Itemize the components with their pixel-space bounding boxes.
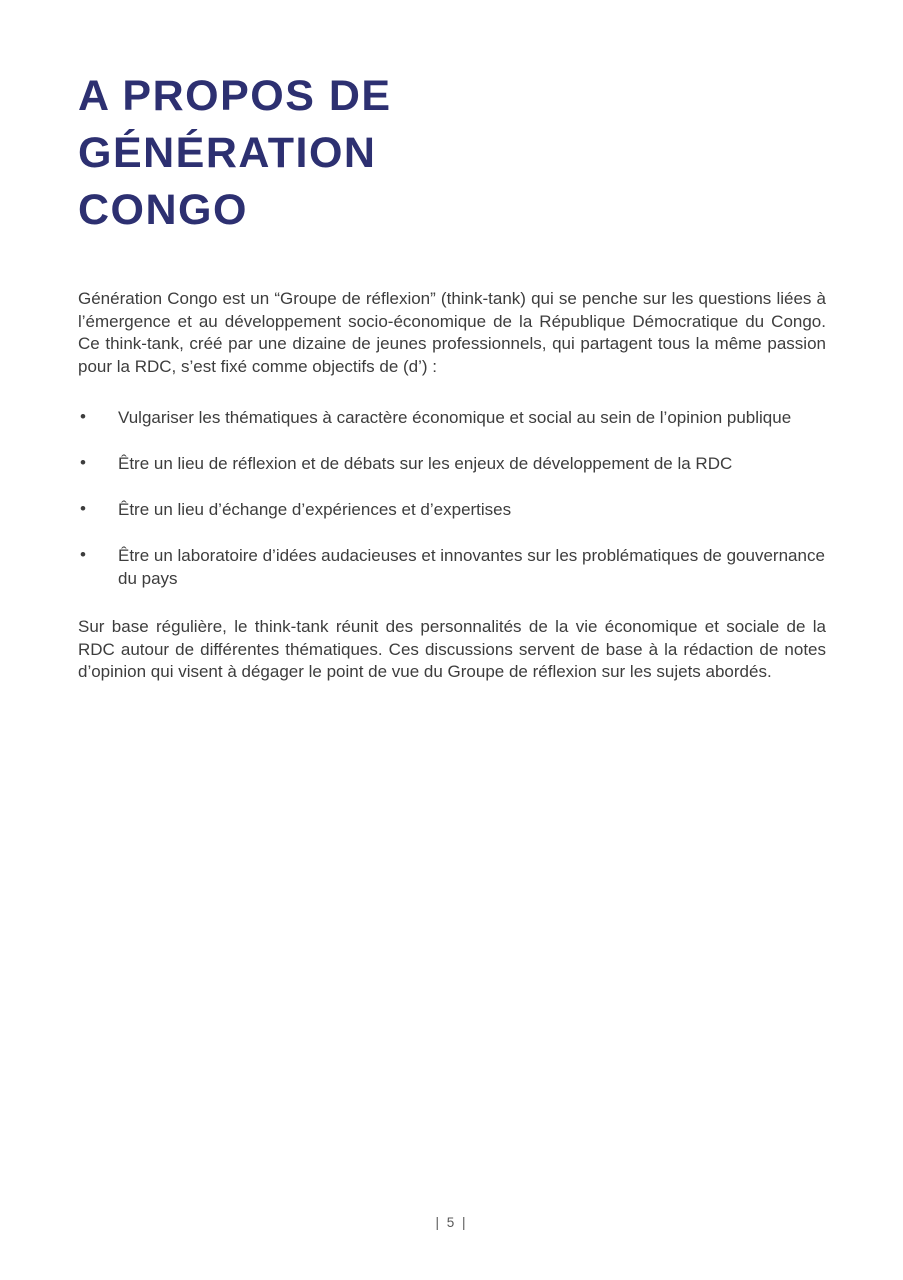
objectives-list bbox=[78, 407, 826, 590]
page-title-line-1: A PROPOS DE bbox=[78, 72, 392, 120]
list-item bbox=[78, 453, 826, 476]
page-content bbox=[78, 68, 826, 684]
page-title bbox=[78, 68, 826, 239]
page-number: | 5 | bbox=[435, 1215, 468, 1230]
list-item bbox=[78, 545, 826, 590]
intro-paragraph: Génération Congo est un “Groupe de réflexion” (think-tank) qui se penche sur les questions liées à l’émergence et au développement socio-économique de la République Démocratique du Congo. Ce think-tank, créé par une dizaine de jeunes professionnels, qui partagent tous la même passion pour la RDC, s’est fixé comme objectifs de (d’) : bbox=[78, 289, 826, 376]
objective-text: Être un lieu de réflexion et de débats sur les enjeux de développement de la RDC bbox=[118, 454, 733, 473]
page-title-line-3: CONGO bbox=[78, 186, 248, 234]
page-title-line-2: GÉNÉRATION bbox=[78, 129, 377, 177]
objective-text: Être un lieu d’échange d’expériences et d’expertises bbox=[118, 500, 512, 519]
bullet-icon: • bbox=[80, 453, 86, 472]
objective-text: Vulgariser les thématiques à caractère économique et social au sein de l’opinion publique bbox=[118, 408, 792, 427]
bullet-icon: • bbox=[80, 545, 86, 564]
list-item bbox=[78, 499, 826, 522]
bullet-icon: • bbox=[80, 407, 86, 426]
closing-paragraph: Sur base régulière, le think-tank réunit des personnalités de la vie économique et sociale de la RDC autour de différentes thématiques. Ces discussions servent de base à la rédaction de notes d’opinion qui visent à dégager le point de vue du Groupe de réflexion sur les sujets abordés. bbox=[78, 617, 826, 681]
objective-text: Être un laboratoire d’idées audacieuses et innovantes sur les problématiques de gouvernance du pays bbox=[118, 546, 825, 588]
list-item bbox=[78, 407, 826, 430]
bullet-icon: • bbox=[80, 499, 86, 518]
